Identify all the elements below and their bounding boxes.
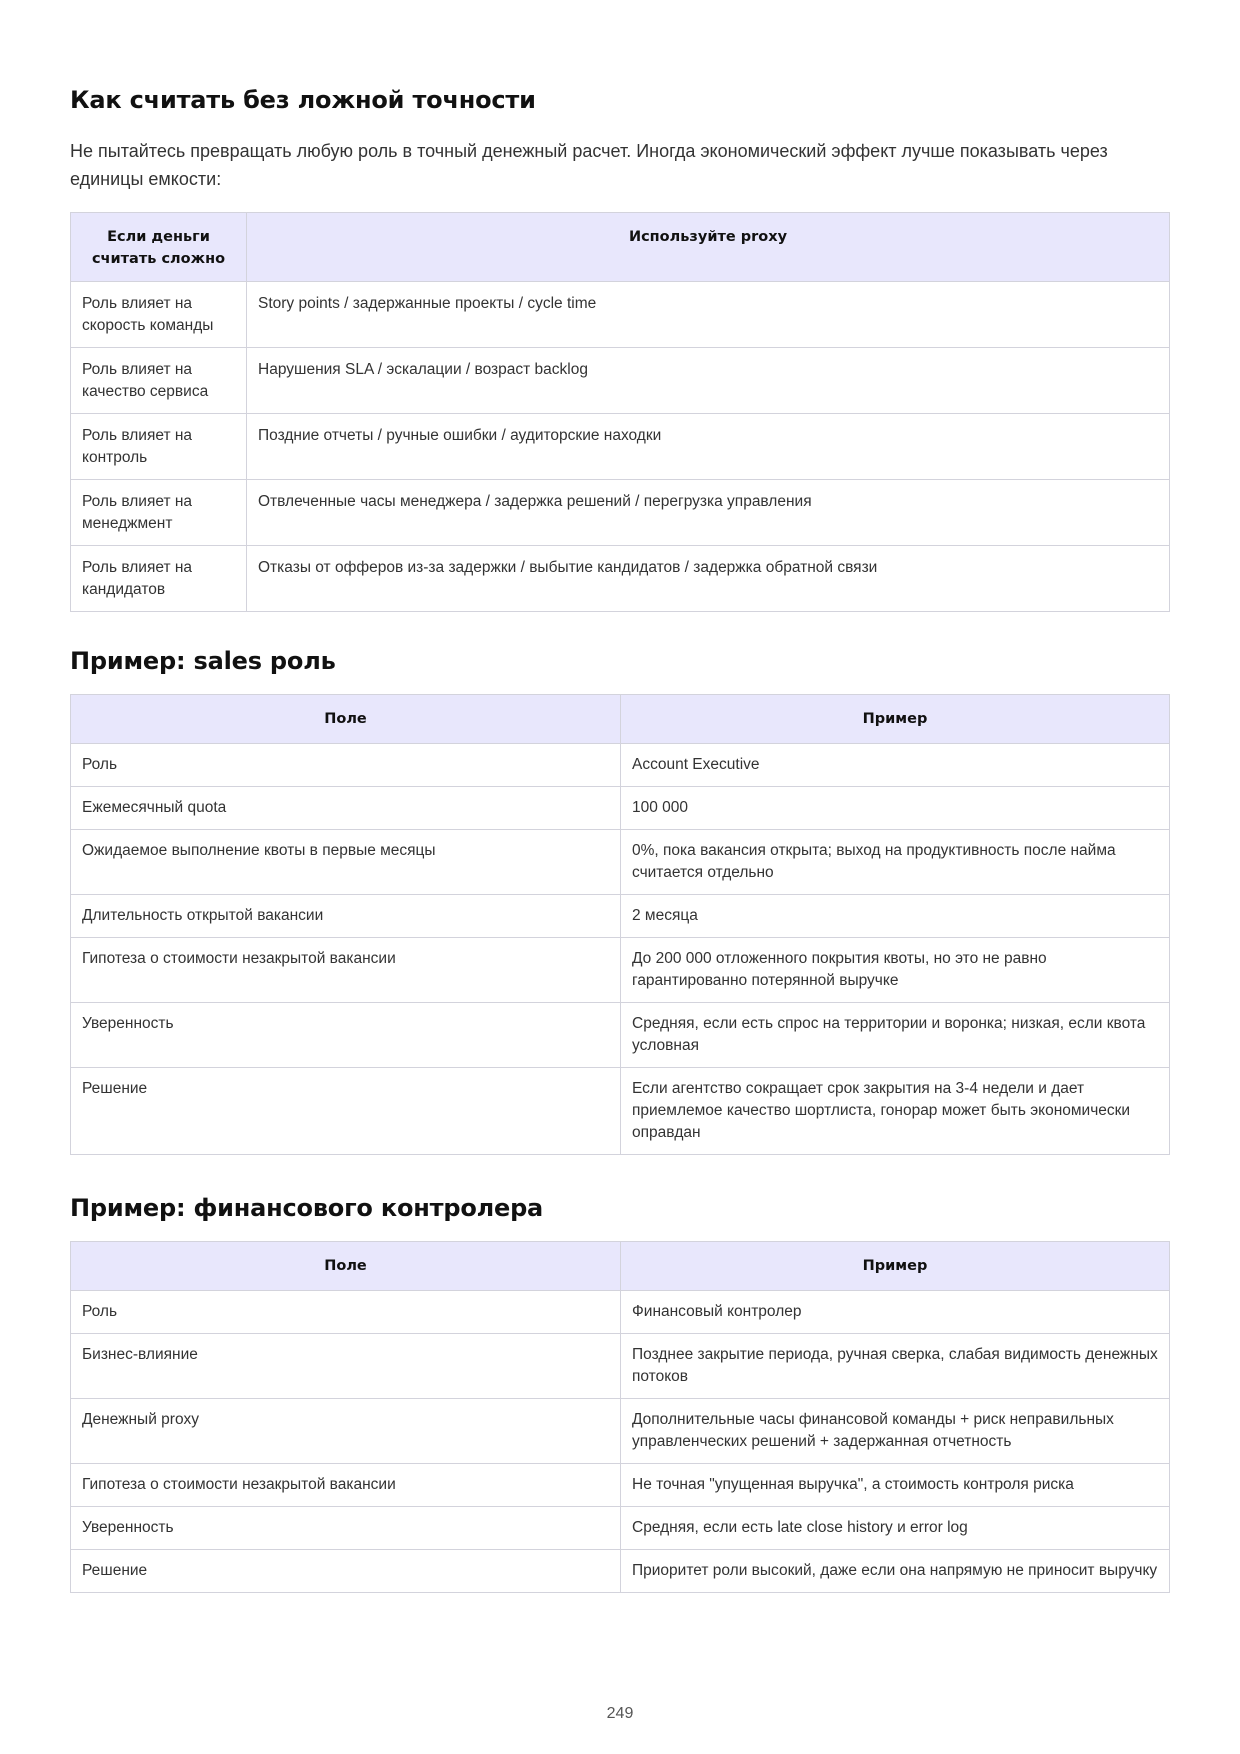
table-cell: Отвлеченные часы менеджера / задержка решений / перегрузка управления — [247, 480, 1170, 546]
page-number: 249 — [606, 1705, 634, 1722]
table-cell: Уверенность — [71, 1507, 621, 1550]
table-cell: Решение — [71, 1550, 621, 1593]
column-header: Используйте proxy — [247, 213, 1170, 282]
table-cell: Роль влияет на скорость команды — [71, 282, 247, 348]
proxy-table — [70, 212, 1170, 612]
table-cell: Финансовый контролер — [621, 1291, 1170, 1334]
table-cell: Роль — [71, 1291, 621, 1334]
column-header: Поле — [71, 695, 621, 744]
table-cell: Поздние отчеты / ручные ошибки / аудиторские находки — [247, 414, 1170, 480]
table-cell: Если агентство сокращает срок закрытия на 3-4 недели и дает приемлемое качество шортлиста, гонорар может быть экономически оправдан — [621, 1068, 1170, 1155]
table-row — [71, 348, 1170, 414]
table-cell: Бизнес-влияние — [71, 1334, 621, 1399]
table-row — [71, 1291, 1170, 1334]
table-row — [71, 830, 1170, 895]
table-cell: Ежемесячный quota — [71, 787, 621, 830]
table-cell: Денежный proxy — [71, 1399, 621, 1464]
table-cell: Ожидаемое выполнение квоты в первые месяцы — [71, 830, 621, 895]
table-row — [71, 1550, 1170, 1593]
table-header-row — [71, 1242, 1170, 1291]
table-cell: Не точная "упущенная выручка", а стоимость контроля риска — [621, 1464, 1170, 1507]
intro-paragraph: Не пытайтесь превращать любую роль в точный денежный расчет. Иногда экономический эффект лучше показывать через единицы емкости: — [70, 141, 1108, 189]
table-cell: Уверенность — [71, 1003, 621, 1068]
column-header: Если деньги считать сложно — [71, 213, 247, 282]
table-cell: Роль влияет на менеджмент — [71, 480, 247, 546]
table-cell: Роль — [71, 744, 621, 787]
table-row — [71, 480, 1170, 546]
table-cell: 0%, пока вакансия открыта; выход на продуктивность после найма считается отдельно — [621, 830, 1170, 895]
table-cell: Гипотеза о стоимости незакрытой вакансии — [71, 1464, 621, 1507]
table-row — [71, 546, 1170, 612]
table-cell: До 200 000 отложенного покрытия квоты, но это не равно гарантированно потерянной выручке — [621, 938, 1170, 1003]
controller-example-table — [70, 1241, 1170, 1593]
column-header: Поле — [71, 1242, 621, 1291]
table-cell: Отказы от офферов из-за задержки / выбытие кандидатов / задержка обратной связи — [247, 546, 1170, 612]
table-cell: Приоритет роли высокий, даже если она напрямую не приносит выручку — [621, 1550, 1170, 1593]
table-header-row — [71, 213, 1170, 282]
table-cell: 2 месяца — [621, 895, 1170, 938]
table-cell: Роль влияет на качество сервиса — [71, 348, 247, 414]
table-cell: Позднее закрытие периода, ручная сверка, слабая видимость денежных потоков — [621, 1334, 1170, 1399]
section-title-precision: Как считать без ложной точности — [70, 86, 536, 114]
table-cell: Роль влияет на контроль — [71, 414, 247, 480]
section-title-controller: Пример: финансового контролера — [70, 1194, 544, 1222]
table-cell: Нарушения SLA / эскалации / возраст backlog — [247, 348, 1170, 414]
table-row — [71, 1399, 1170, 1464]
table-row — [71, 938, 1170, 1003]
table-cell: Длительность открытой вакансии — [71, 895, 621, 938]
table-cell: Роль влияет на кандидатов — [71, 546, 247, 612]
table-row — [71, 1464, 1170, 1507]
table-row — [71, 1003, 1170, 1068]
column-header: Пример — [621, 1242, 1170, 1291]
table-row — [71, 1507, 1170, 1550]
table-cell: Решение — [71, 1068, 621, 1155]
table-row — [71, 414, 1170, 480]
table-cell: Story points / задержанные проекты / cycle time — [247, 282, 1170, 348]
table-row — [71, 1334, 1170, 1399]
table-cell: Дополнительные часы финансовой команды + риск неправильных управленческих решений + задержанная отчетность — [621, 1399, 1170, 1464]
table-row — [71, 1068, 1170, 1155]
table-cell: 100 000 — [621, 787, 1170, 830]
section-title-sales: Пример: sales роль — [70, 647, 336, 675]
table-cell: Гипотеза о стоимости незакрытой вакансии — [71, 938, 621, 1003]
table-row — [71, 895, 1170, 938]
sales-example-table — [70, 694, 1170, 1155]
table-row — [71, 744, 1170, 787]
table-row — [71, 282, 1170, 348]
column-header: Пример — [621, 695, 1170, 744]
table-cell: Account Executive — [621, 744, 1170, 787]
table-row — [71, 787, 1170, 830]
table-header-row — [71, 695, 1170, 744]
table-cell: Средняя, если есть спрос на территории и воронка; низкая, если квота условная — [621, 1003, 1170, 1068]
table-cell: Средняя, если есть late close history и error log — [621, 1507, 1170, 1550]
